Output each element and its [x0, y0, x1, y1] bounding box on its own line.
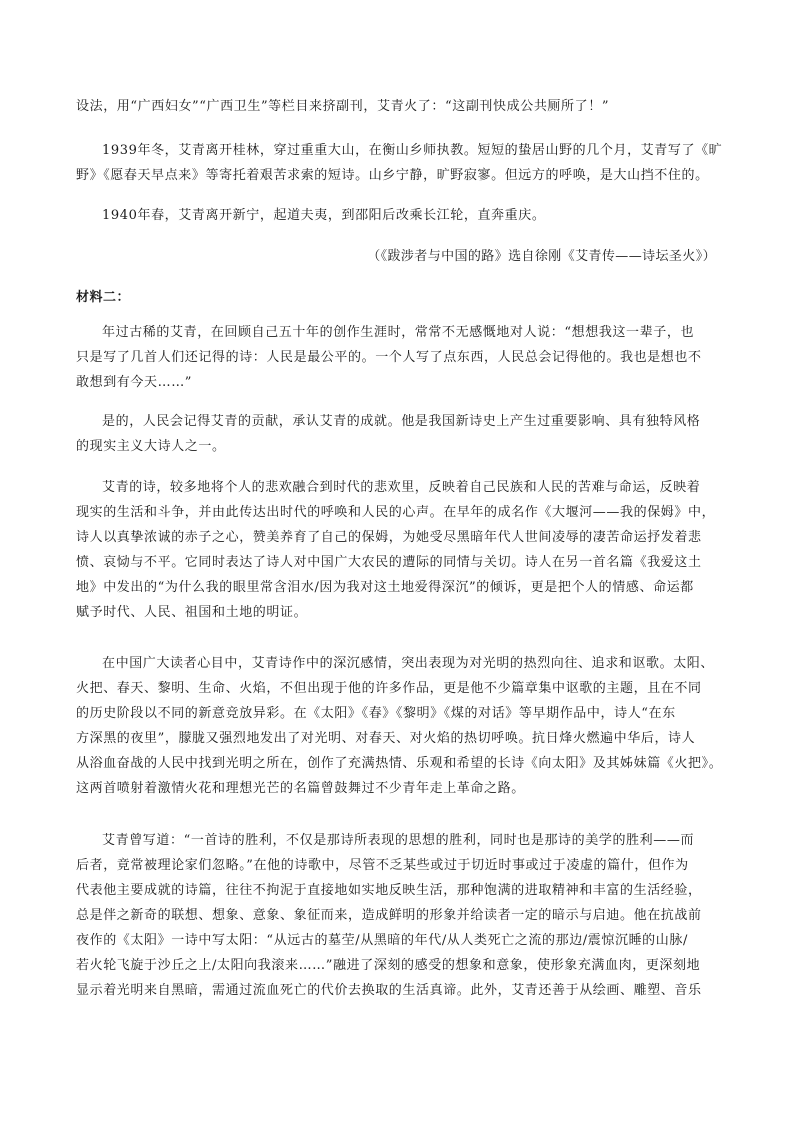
paragraph-6	[76, 475, 736, 625]
paragraph-5	[76, 409, 736, 459]
paragraph-line: 从浴血奋战的人民中找到光明之所在，创作了充满热情、乐观和希望的长诗《向太阳》及其姊妹篇《火把》。	[76, 756, 723, 771]
paragraph-line: 夜作的《太阳》一诗中写太阳：“从远古的墓茔/从黑暗的年代/从人类死亡之流的那边/震惊沉睡的山脉/	[76, 933, 688, 948]
paragraph-line: 的历史阶段以不同的新意竞放异彩。在《太阳》《春》《黎明》《煤的对话》等早期作品中，诗人“在东	[76, 706, 676, 721]
paragraph-line: 火把、春天、黎明、生命、火焰，不但出现于他的许多作品，更是他不少篇章集中讴歌的主题，且在不同	[76, 681, 702, 696]
paragraph-7	[76, 651, 736, 801]
paragraph-line: 现实的生活和斗争，并由此传达出时代的呼唤和人民的心声。在早年的成名作《大堰河——我的保姆》中，	[76, 505, 716, 520]
section-heading: 材料二：	[76, 290, 131, 305]
paragraph-line: 的现实主义大诗人之一。	[76, 439, 226, 454]
paragraph-line: 在中国广大读者心目中，艾青诗作中的深沉感情，突出表现为对光明的热烈向往、追求和讴歌。太阳、	[102, 656, 715, 671]
paragraph-line: 诗人以真挚浓诚的赤子之心，赞美养育了自己的保姆，为她受尽黑暗年代人世间凌辱的凄苦命运抒发着悲	[76, 530, 702, 545]
paragraph-line: 野》《愿春天早点来》等寄托着艰苦求索的短诗。山乡宁静，旷野寂寥。但远方的呼唤，是大山挡不住的。	[76, 168, 709, 183]
paragraph-2	[76, 138, 736, 188]
paragraph-line: 后者，竟常被理论家们忽略。”在他的诗歌中，尽管不乏某些或过于切近时事或过于凌虚的篇什，但作为	[76, 858, 689, 873]
paragraph-line: 代表他主要成就的诗篇，往往不拘泥于直接地如实地反映生活，那种饱满的进取精神和丰富的生活经验，	[76, 883, 702, 898]
paragraph-line: 总是伴之新奇的联想、想象、意象、象征而来，造成鲜明的形象并给读者一定的暗示与启迪。他在抗战前	[76, 908, 702, 923]
paragraph-line: 1939年冬，艾青离开桂林，穿过重重大山，在衡山乡师执教。短短的蛰居山野的几个月，艾青写了《旷	[102, 143, 723, 158]
paragraph-1	[76, 94, 736, 119]
paragraph-8	[76, 828, 736, 1003]
source-citation: （《跋涉者与中国的路》选自徐刚《艾青传——诗坛圣火》）	[367, 249, 716, 264]
paragraph-line: 这两首喷射着激情火花和理想光芒的名篇曾鼓舞过不少青年走上革命之路。	[76, 781, 525, 796]
paragraph-line: 1940年春，艾青离开新宁，起道夫夷，到邵阳后改乘长江轮，直奔重庆。	[102, 208, 546, 223]
paragraph-line: 若火轮飞旋于沙丘之上/太阳向我滚来……”融进了深刻的感受的想象和意象，使形象充满血肉，更深刻地	[76, 958, 701, 973]
paragraph-line: 地》中发出的“为什么我的眼里常含泪水/因为我对这土地爱得深沉”的倾诉，更是把个人的情感、命运都	[76, 580, 694, 595]
paragraph-line: 年过古稀的艾青，在回顾自己五十年的创作生涯时，常常不无感慨地对人说：“想想我这一辈子，也	[102, 325, 695, 340]
paragraph-line: 只是写了几首人们还记得的诗：人民是最公平的。一个人写了点东西，人民总会记得他的。我也是想也不	[76, 350, 702, 365]
paragraph-line: 敢想到有今天……”	[76, 375, 193, 390]
paragraph-3	[76, 203, 736, 228]
paragraph-line: 方深黑的夜里”，朦胧又强烈地发出了对光明、对春天、对火焰的热切呼唤。抗日烽火燃遍中华后，诗人	[76, 731, 696, 746]
paragraph-line: 愤、哀恸与不平。它同时表达了诗人对中国广大农民的遭际的同情与关切。诗人在另一首名篇《我爱这土	[76, 555, 702, 570]
paragraph-line: 艾青曾写道：“一首诗的胜利，不仅是那诗所表现的思想的胜利，同时也是那诗的美学的胜利——而	[102, 833, 695, 848]
paragraph-line: 是的，人民会记得艾青的贡献，承认艾青的成就。他是我国新诗史上产生过重要影响、具有独特风格	[102, 414, 701, 429]
paragraph-line: 艾青的诗，较多地将个人的悲欢融合到时代的悲欢里，反映着自己民族和人民的苦难与命运，反映着	[102, 480, 701, 495]
paragraph-4	[76, 320, 736, 395]
paragraph-line: 赋予时代、人民、祖国和土地的明证。	[76, 605, 308, 620]
paragraph-line: 设法，用“广西妇女”“广西卫生”等栏目来挤副刊，艾青火了：“这副刊快成公共厕所了！”	[76, 99, 610, 114]
paragraph-line: 显示着光明来自黑暗，需通过流血死亡的代价去换取的生活真谛。此外，艾青还善于从绘画、雕塑、音乐	[76, 983, 702, 998]
